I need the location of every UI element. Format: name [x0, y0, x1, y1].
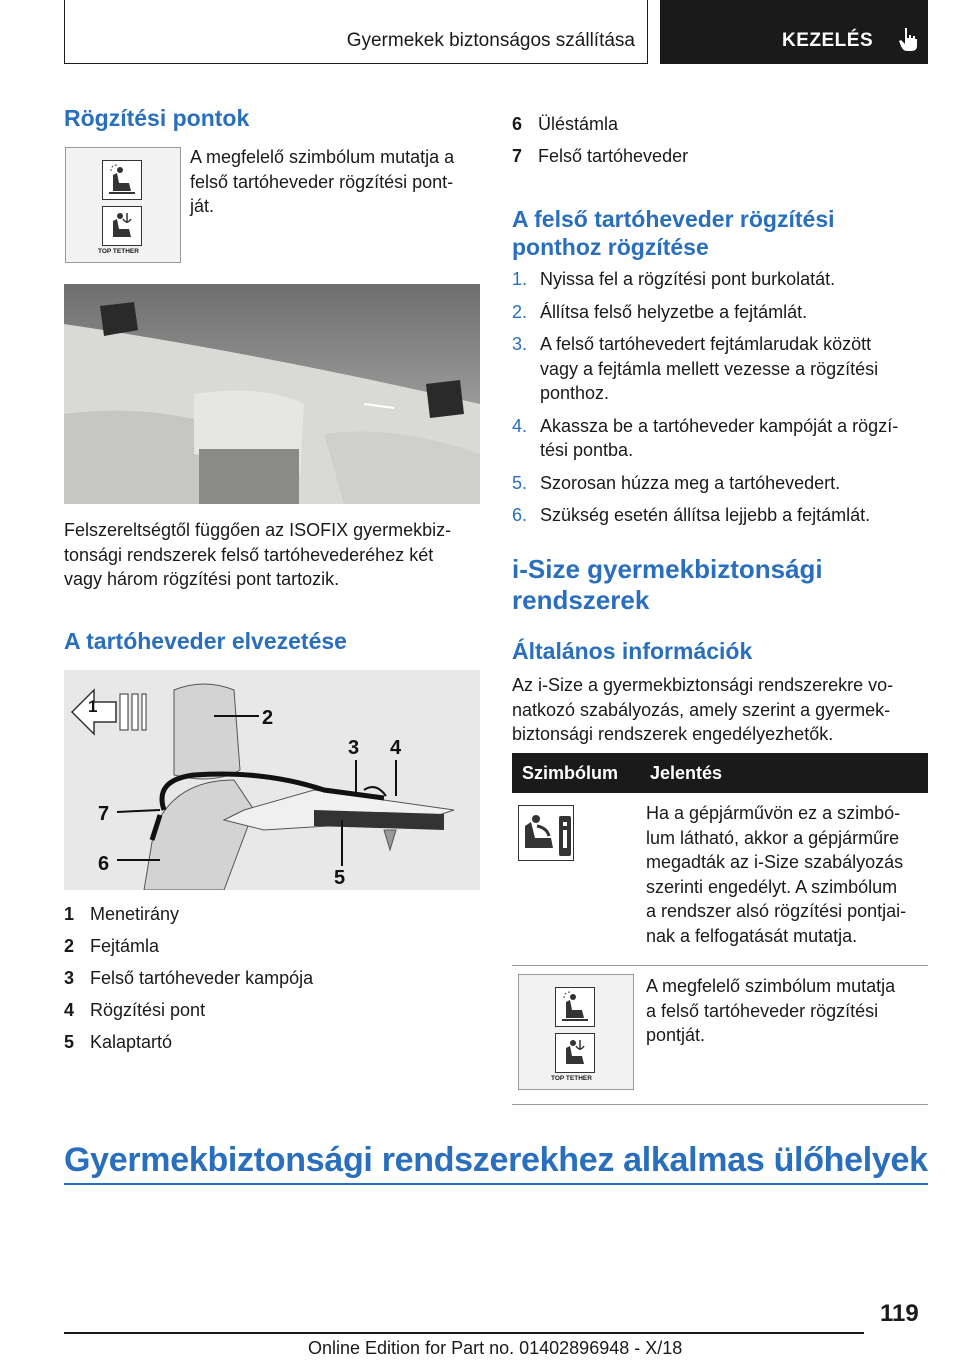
legend-text: Rögzítési pont [90, 1000, 206, 1020]
general-info-heading: Általános információk [512, 638, 753, 664]
top-tether-caption: TOP TETHER [98, 248, 139, 255]
text-line: Ha a gépjárművön ez a szimbó- [646, 803, 901, 823]
header-chapter-title: KEZELÉS [782, 30, 874, 51]
title-underline [64, 1183, 928, 1185]
diagram-label-2: 2 [262, 707, 274, 729]
top-tether-icon [555, 987, 595, 1027]
heading-line: rendszerek [512, 585, 650, 615]
legend-item [64, 1000, 313, 1032]
text-line: a felső tartóheveder rögzítési [646, 1000, 879, 1021]
heading-line: i-Size gyermekbiztonsági [512, 554, 823, 584]
top-tether-symbol-panel [518, 974, 634, 1090]
table-cell-meaning [640, 966, 928, 1105]
header-section-title: Gyermekek biztonságos szállítása [346, 30, 635, 51]
text-line: A felső tartóhevedert fejtámlarudak között [540, 334, 872, 354]
diagram-label-6: 6 [98, 853, 110, 875]
text-line: Felszereltségtől függően az ISOFIX gyermekbiz- [64, 520, 452, 540]
top-tether-anchor-icon [102, 206, 142, 246]
step-number: 5. [512, 472, 528, 493]
table-row [512, 793, 928, 966]
legend-num: 2 [64, 936, 75, 956]
text-line: A megfelelő szimbólum mutatja [646, 976, 896, 996]
heading-line: A felső tartóheveder rögzítési [512, 206, 835, 232]
isofix-text [64, 518, 480, 592]
hand-pointer-icon [896, 26, 922, 52]
anchor-points-heading: Rögzítési pontok [64, 105, 250, 131]
text-line: vagy három rögzítési pont tartozik. [64, 569, 340, 589]
legend-num: 4 [64, 1000, 75, 1020]
legend-num: 3 [64, 968, 75, 988]
text-line: a rendszer alsó rögzítési pontjai- [646, 901, 907, 921]
text-line: natkozó szabályozás, amely szerint a gyermek- [512, 699, 891, 720]
legend-text: Kalaptartó [90, 1032, 173, 1052]
top-tether-caption: TOP TETHER [551, 1075, 592, 1082]
text-line: nak a felfogatását mutatja. [646, 925, 858, 946]
fasten-heading [512, 205, 835, 261]
diagram-label-3: 3 [348, 737, 360, 759]
step-number: 3. [512, 334, 528, 354]
legend-item [512, 146, 688, 178]
step-number: 1. [512, 269, 528, 289]
text-line: tonsági rendszerek felső tartóhevederéhez két [64, 544, 434, 565]
step-item [512, 471, 928, 496]
text-line: Nyissa fel a rögzítési pont burkolatát. [540, 269, 836, 289]
text-line: megadták az i-Size szabályozás [646, 852, 904, 872]
table-row [512, 966, 928, 1105]
legend-num: 7 [512, 146, 523, 166]
text-line: Akassza be a tartóheveder kampóját a rögzí- [540, 415, 899, 436]
diagram-label-4: 4 [390, 737, 402, 759]
diagram-legend-left [64, 904, 313, 1064]
header-chapter-tab[interactable] [660, 0, 928, 64]
rear-shelf-photo [64, 284, 480, 504]
text-line: biztonsági rendszerek engedélyezhetők. [512, 724, 834, 744]
tether-routing-diagram [64, 670, 480, 890]
step-item [512, 332, 928, 406]
isize-seat-icon [518, 805, 574, 861]
step-number: 4. [512, 415, 528, 436]
table-cell-symbol [512, 793, 640, 966]
diagram-label-1: 1 [88, 697, 98, 716]
legend-text: Menetirány [90, 904, 180, 924]
text-line: tési pontba. [540, 440, 634, 460]
top-tether-anchor-icon [555, 1033, 595, 1073]
step-number: 6. [512, 505, 528, 525]
seating-positions-heading: Gyermekbiztonsági rendszerekhez alkalmas ülőhelyek [64, 1141, 928, 1179]
diagram-label-7: 7 [98, 803, 110, 825]
legend-item [64, 968, 313, 1000]
page-number: 119 [880, 1300, 919, 1327]
top-tether-symbol-panel [65, 147, 181, 263]
step-number: 2. [512, 301, 528, 322]
text-line: Az i-Size a gyermekbiztonsági rendszerekre vo- [512, 675, 894, 695]
text-line: ját. [190, 196, 215, 216]
legend-text: Felső tartóheveder kampója [90, 968, 314, 988]
legend-num: 1 [64, 904, 75, 924]
text-line: Szorosan húzza meg a tartóhevedert. [540, 472, 841, 493]
table-header-row [512, 753, 928, 793]
top-tether-icon [102, 160, 142, 200]
text-line: felső tartóheveder rögzítési pont- [190, 171, 454, 192]
legend-item [64, 936, 313, 968]
legend-item [64, 904, 313, 936]
table-header-symbol: Szimbólum [512, 753, 640, 793]
heading-line: ponthoz rögzítése [512, 234, 709, 260]
text-line: pontját. [646, 1025, 706, 1045]
table-cell-symbol [512, 966, 640, 1105]
isize-heading [512, 554, 823, 616]
text-line: A megfelelő szimbólum mutatja a [190, 147, 455, 167]
step-item [512, 503, 928, 528]
fasten-steps [512, 267, 928, 536]
routing-heading: A tartóheveder elvezetése [64, 628, 347, 654]
text-line: szerinti engedélyt. A szimbólum [646, 876, 898, 897]
general-info-text [512, 673, 928, 747]
footer-divider [64, 1332, 864, 1334]
legend-num: 5 [64, 1032, 75, 1052]
legend-text: Fejtámla [90, 936, 160, 956]
step-item [512, 300, 928, 325]
legend-item [512, 114, 688, 146]
text-line: vagy a fejtámla mellett vezesse a rögzítési [540, 358, 879, 379]
legend-item [64, 1032, 313, 1064]
text-line: Szükség esetén állítsa lejjebb a fejtámlát. [540, 505, 871, 525]
table-header-meaning: Jelentés [640, 753, 928, 793]
legend-text: Üléstámla [538, 114, 619, 134]
legend-text: Felső tartóheveder [538, 146, 689, 166]
text-line: lum látható, akkor a gépjárműre [646, 827, 900, 848]
step-item [512, 267, 928, 292]
diagram-legend-right [512, 114, 688, 178]
header-section-box [64, 0, 648, 64]
symbol-table [512, 753, 928, 1105]
legend-num: 6 [512, 114, 523, 134]
text-line: Állítsa felső helyzetbe a fejtámlát. [540, 301, 808, 322]
step-item [512, 414, 928, 463]
diagram-label-5: 5 [334, 867, 346, 889]
anchor-points-text [190, 145, 480, 219]
text-line: ponthoz. [540, 383, 610, 403]
edition-info: Online Edition for Part no. 01402896948 - X/18 [308, 1338, 683, 1358]
table-cell-meaning [640, 793, 928, 966]
